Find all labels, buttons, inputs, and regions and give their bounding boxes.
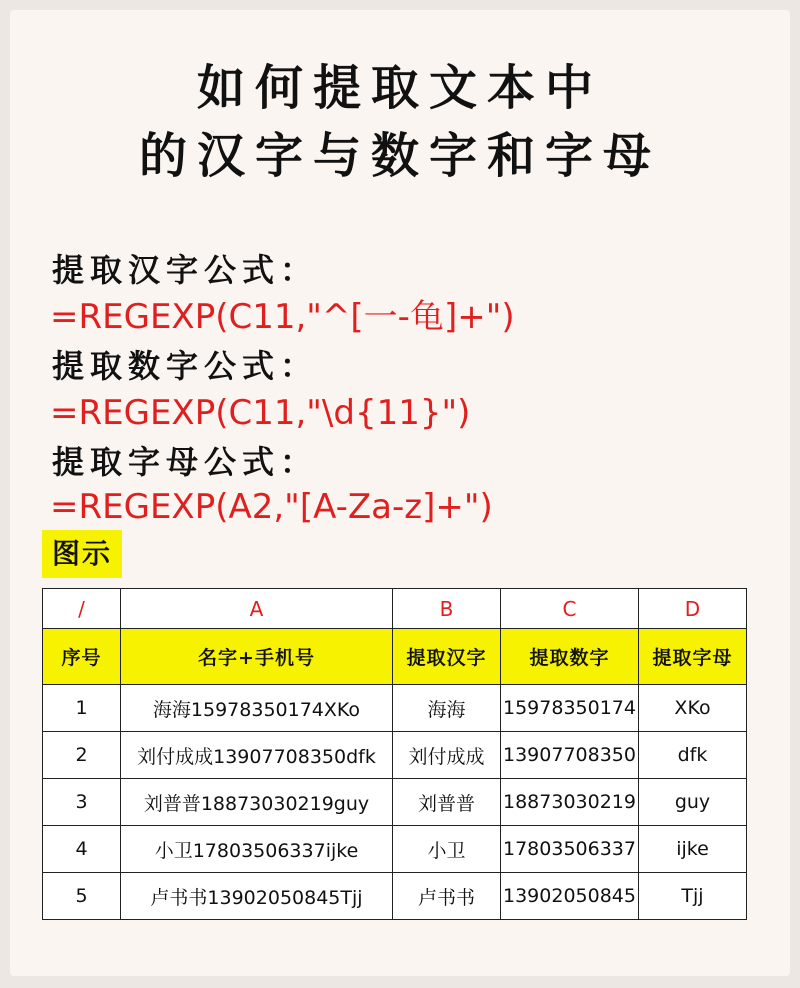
header-cell-letters: 提取字母 bbox=[639, 629, 747, 685]
table-cell: 13902050845 bbox=[501, 873, 639, 920]
header-cell-name-phone: 名字+手机号 bbox=[121, 629, 393, 685]
chinese-formula-label: 提取汉字公式： bbox=[52, 251, 319, 289]
digit-formula-label: 提取数字公式： bbox=[52, 347, 319, 385]
table-cell: 刘普普18873030219guy bbox=[121, 779, 393, 826]
table-cell: 4 bbox=[43, 826, 121, 873]
table-cell: Tjj bbox=[639, 873, 747, 920]
header-cell-digits: 提取数字 bbox=[501, 629, 639, 685]
table-cell: 3 bbox=[43, 779, 121, 826]
column-letter-cell: A bbox=[121, 589, 393, 629]
table-cell: 刘付成成 bbox=[393, 732, 501, 779]
table-row bbox=[43, 873, 747, 920]
table-row bbox=[43, 732, 747, 779]
table-cell: 小卫 bbox=[393, 826, 501, 873]
table-cell: 5 bbox=[43, 873, 121, 920]
table-cell: guy bbox=[639, 779, 747, 826]
table-cell: 15978350174 bbox=[501, 685, 639, 732]
table-row bbox=[43, 826, 747, 873]
table-cell: 刘普普 bbox=[393, 779, 501, 826]
header-cell-chinese: 提取汉字 bbox=[393, 629, 501, 685]
table-cell: 18873030219 bbox=[501, 779, 639, 826]
header-cell-index: 序号 bbox=[43, 629, 121, 685]
table-row bbox=[43, 685, 747, 732]
table-cell: 小卫17803506337ijke bbox=[121, 826, 393, 873]
table-cell: dfk bbox=[639, 732, 747, 779]
table-cell: 卢书书 bbox=[393, 873, 501, 920]
column-letter-cell: C bbox=[501, 589, 639, 629]
chinese-formula: =REGEXP(C11,"^[一-龟]+") bbox=[50, 297, 515, 337]
table-cell: 13907708350 bbox=[501, 732, 639, 779]
letter-formula-label: 提取字母公式： bbox=[52, 443, 319, 481]
page-title-line-2: 的汉字与数字和字母 bbox=[138, 128, 661, 184]
table-cell: 1 bbox=[43, 685, 121, 732]
table-cell: 2 bbox=[43, 732, 121, 779]
column-letter-cell: B bbox=[393, 589, 501, 629]
table-cell: 海海15978350174XKo bbox=[121, 685, 393, 732]
table-cell: ijke bbox=[639, 826, 747, 873]
table-cell: 卢书书13902050845Tjj bbox=[121, 873, 393, 920]
page-title-line-1: 如何提取文本中 bbox=[196, 60, 603, 116]
example-table bbox=[42, 588, 747, 920]
column-letter-cell: / bbox=[43, 589, 121, 629]
digit-formula: =REGEXP(C11,"\d{11}") bbox=[50, 393, 471, 433]
table-row bbox=[43, 779, 747, 826]
table-cell: 海海 bbox=[393, 685, 501, 732]
table-cell: 刘付成成13907708350dfk bbox=[121, 732, 393, 779]
legend-tag: 图示 bbox=[42, 530, 122, 578]
table-cell: XKo bbox=[639, 685, 747, 732]
column-letter-row bbox=[43, 589, 747, 629]
letter-formula: =REGEXP(A2,"[A-Za-z]+") bbox=[50, 487, 493, 527]
header-row bbox=[43, 629, 747, 685]
column-letter-cell: D bbox=[639, 589, 747, 629]
table-cell: 17803506337 bbox=[501, 826, 639, 873]
